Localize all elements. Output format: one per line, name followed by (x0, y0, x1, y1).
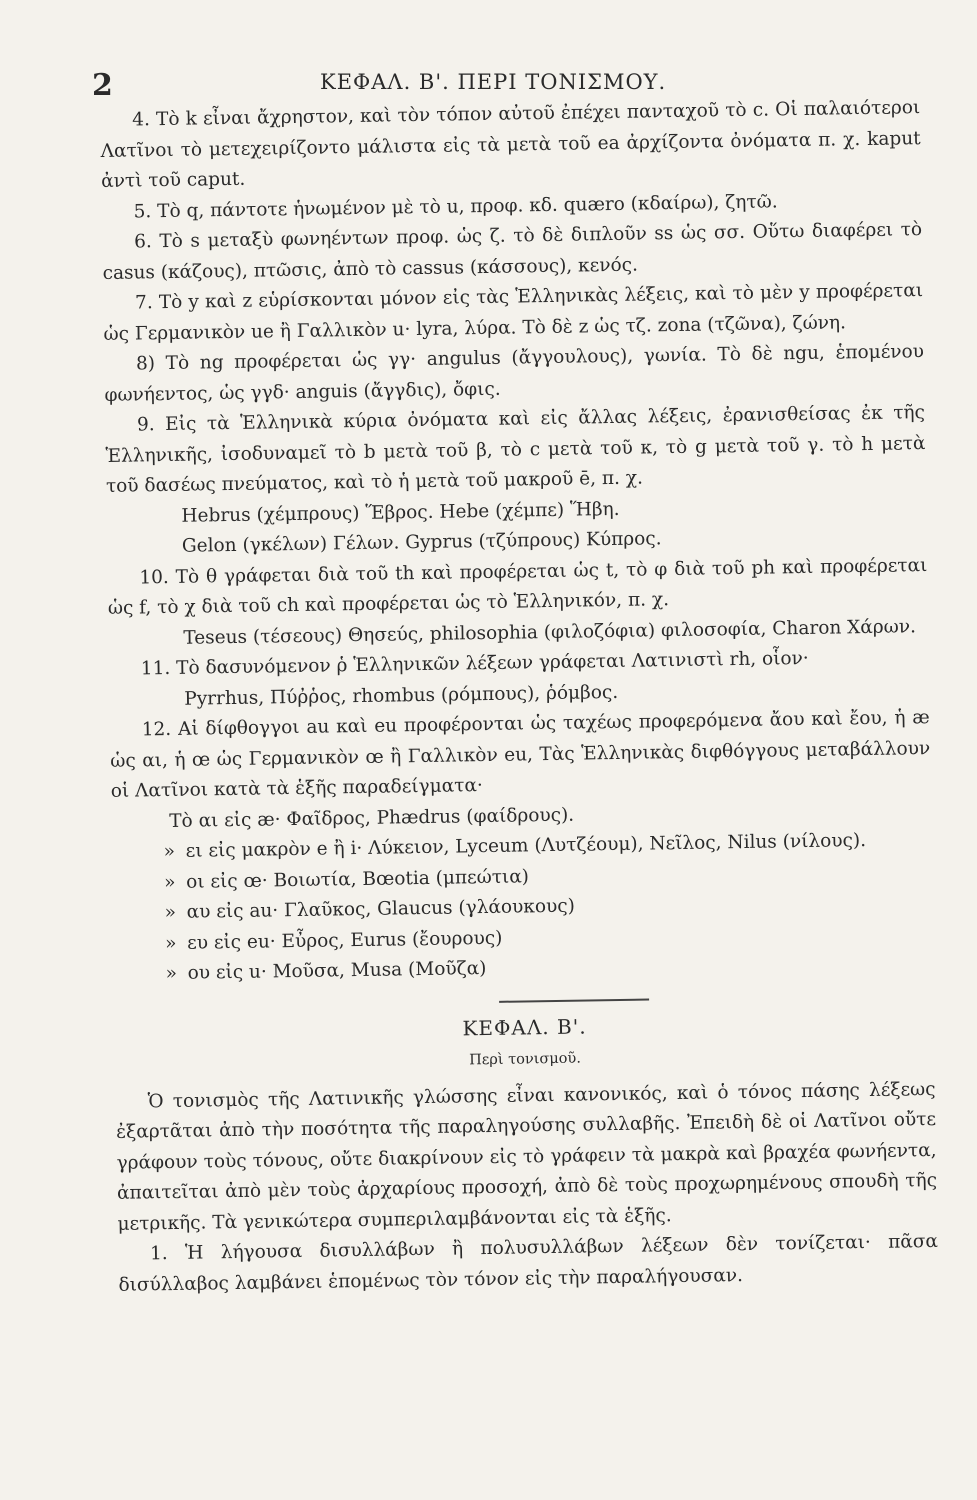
rule-12: 12. Αἱ δίφθογγοι au καὶ eu προφέρονται ὡς ταχέως προφερόμενα ἄου καὶ ἔου, ἡ æ ὡς αι, ἡ œ ὡς Γερμανικὸν œ ἢ Γαλλικὸν eu, Τὰς Ἑλληνικὰς διφθόγγους μεταβάλλουν οἱ Λατῖνοι κατὰ τὰ ἑξῆς παραδείγματα· (110, 707, 931, 802)
ditto-mark: » (164, 932, 177, 954)
chapter-subtitle: Περὶ τονισμοῦ. (469, 1050, 581, 1069)
example-12-text: οι εἰς œ· Βοιωτία, Bœotia (μπεώτια) (186, 865, 530, 893)
rule-10: 10. Τὸ θ γράφεται διὰ τοῦ th καὶ προφέρεται ὡς t, τὸ φ διὰ τοῦ ph καὶ προφέρεται ὡς f, τὸ χ διὰ τοῦ ch καὶ προφέρεται ὡς τὸ Ἑλληνικόν, π. χ. (107, 554, 928, 619)
chapter-intro: Ὁ τονισμὸς τῆς Λατινικῆς γλώσσης εἶναι κανονικός, καὶ ὁ τόνος πάσης λέξεως ἐξαρτᾶται ἀπὸ τὴν ποσότητα τῆς παραληγούσης συλλαβῆς. Ἐπειδὴ δὲ οἱ Λατῖνοι οὔτε γράφουν τοὺς τόνους, οὔτε διακρίνουν εἰς τὸ γράφειν τὰ μακρὰ καὶ βραχέα φωνήεντα, ἀπαιτεῖται ἀπὸ μὲν τοὺς ἀρχαρίους προσοχή, ἀπὸ δὲ τοὺς προχωρημένους σπουδὴ τῆς μετρικῆς. Τὰ γενικώτερα συμπεριλαμβάνονται εἰς τὰ ἑξῆς. (115, 1078, 938, 1235)
chapter-title: ΚΕΦΑΛ. Β'. (462, 1013, 587, 1040)
ditto-mark: » (164, 871, 176, 893)
example-12-text: ευ εἰς eu· Εὖρος, Eurus (ἔουρους) (186, 927, 503, 954)
running-head: ΚΕΦΑΛ. Β'. ΠΕΡΙ ΤΟΝΙΣΜΟΥ. (320, 70, 667, 94)
ditto-mark: » (163, 840, 176, 863)
rule-5: 5. Τὸ q, πάντοτε ἡνωμένον μὲ τὸ u, προφ. κδ. quæro (κδαίρω), ζητῶ. (133, 190, 778, 222)
rule-9: 9. Εἰς τὰ Ἑλληνικὰ κύρια ὀνόματα καὶ εἰς ἄλλας λέξεις, ἐρανισθείσας ἐκ τῆς Ἑλληνικῆς, ἰσοδυναμεῖ τὸ b μετὰ τοῦ β, τὸ c μετὰ τοῦ κ, τὸ g μετὰ τοῦ γ. τὸ h μετὰ τοῦ δασέως πνεύματος, καὶ τὸ ἡ μετὰ τοῦ μακροῦ ē, π. χ. (105, 402, 926, 497)
rule-7: 7. Τὸ y καὶ z εὑρίσκονται μόνον εἰς τὰς Ἑλληνικὰς λέξεις, καὶ τὸ μὲν y προφέρεται ὡς Γερμανικὸν ue ἢ Γαλλικὸν u· lyra, λύρα. Τὸ δὲ z ὡς τζ. zona (τζῶνα), ζώνη. (103, 280, 924, 345)
rule-4: 4. Τὸ k εἶναι ἄχρηστον, καὶ τὸν τόπον αὐτοῦ ἐπέχει πανταχοῦ τὸ c. Οἱ παλαιότεροι Λατῖνοι τὸ μετεχειρίζοντο μάλιστα εἰς τὰ μετὰ τοῦ ea ἀρχίζοντα ὀνόματα π. χ. kaput ἀντὶ τοῦ caput. (100, 97, 921, 192)
example-12-text: ει εἰς μακρὸν e ἢ i· Λύκειον, Lyceum (Λυτζέουμ), Νεῖλος, Nilus (νίλους). (185, 830, 867, 862)
rule-8: 8) Τὸ ng προφέρεται ὡς γγ· angulus (ἄγγουλους), γωνία. Τὸ δὲ ngu, ἑπομένου φωνήεντος, ὡς γγδ· anguis (ἄγγδις), ὄφις. (104, 341, 925, 406)
page-number: 2 (92, 68, 113, 103)
example-12-text: αυ εἰς au· Γλαῦκος, Glaucus (γλάουκους) (186, 895, 576, 923)
example-12-text: Τὸ αι εἰς æ· Φαῖδρος, Phædrus (φαίδρους). (169, 804, 575, 832)
example-10: Teseus (τέσεους) Θησεύς, philosophia (φιλοζόφια) φιλοσοφία, Charon Χάρων. (183, 615, 917, 649)
example-12-text: ου εἰς u· Μοῦσα, Musa (Μοῦζα) (187, 958, 487, 984)
example-9b: Gelon (γκέλων) Γέλων. Gyprus (τζύπρους) Κύπρος. (181, 528, 662, 557)
body-text (100, 93, 939, 1301)
example-11: Pyrrhus, Πύῤῥος, rhombus (ρόμπους), ῥόμβος. (184, 681, 619, 710)
section-separator (499, 998, 649, 1002)
example-9a: Hebrus (χέμπρους) Ἕβρος. Hebe (χέμπε) Ἥβη. (181, 498, 620, 527)
rule-6: 6. Τὸ s μεταξὺ φωνηέντων προφ. ὡς ζ. τὸ δὲ διπλοῦν ss ὡς σσ. Οὕτω διαφέρει τὸ casus (κάζους), πτῶσις, ἀπὸ τὸ cassus (κάσσους), κενός. (102, 219, 923, 284)
ditto-mark: » (165, 962, 178, 985)
chapter-rule-1: 1. Ἡ λήγουσα δισυλλάβων ἢ πολυσυλλάβων λέξεων δὲν τονίζεται· πᾶσα δισύλλαβος λαμβάνει ἑπομένως τὸν τόνον εἰς τὴν παραλήγουσαν. (118, 1230, 939, 1296)
rule-11: 11. Τὸ δασυνόμενον ῥ Ἑλληνικῶν λέξεων γράφεται Λατινιστὶ rh, οἷον· (140, 647, 809, 680)
ditto-mark: » (164, 901, 177, 924)
